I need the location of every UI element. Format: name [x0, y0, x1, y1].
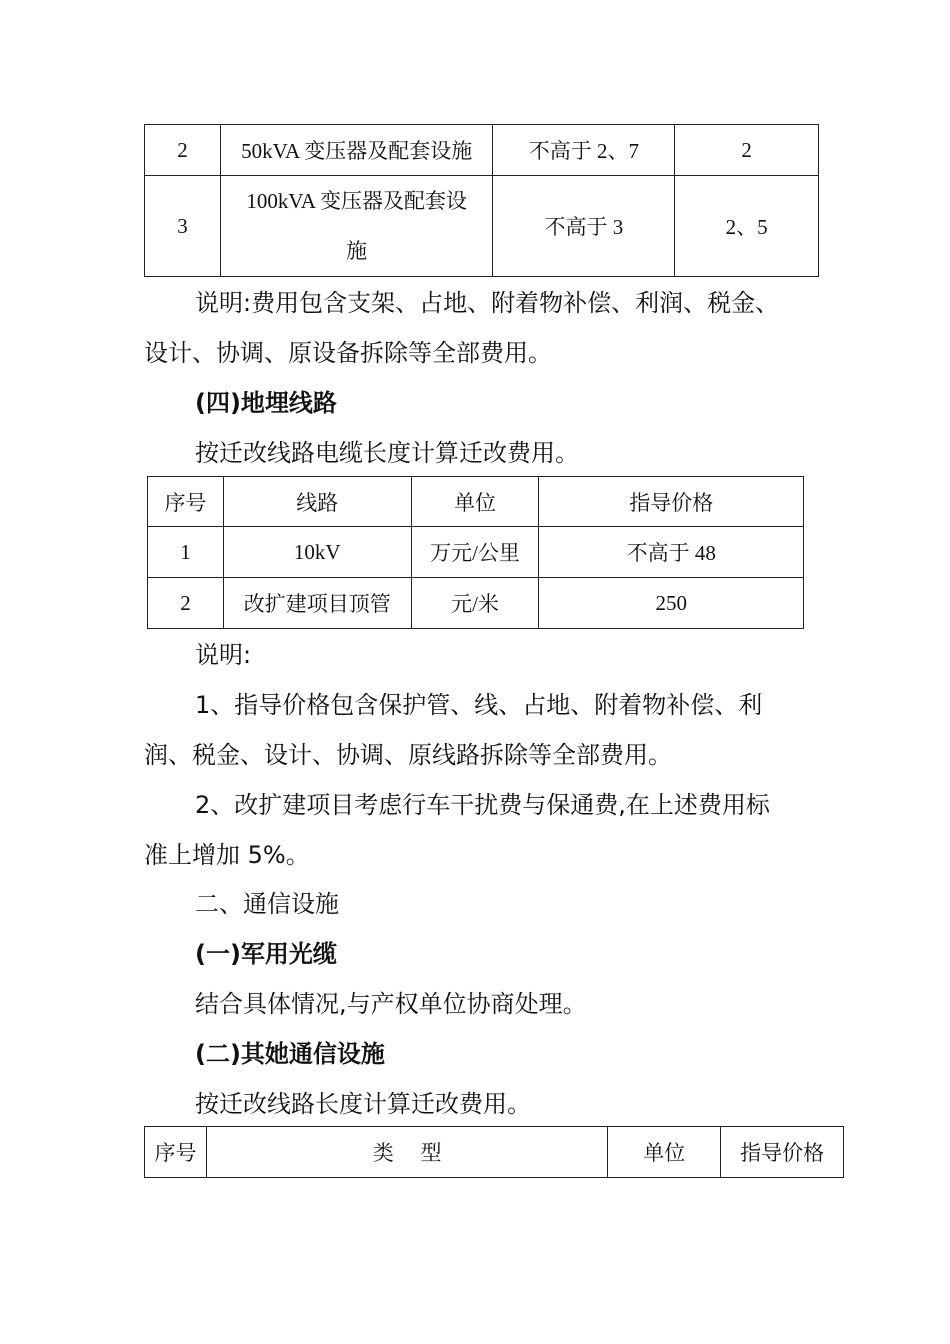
underground-line-price-table: [147, 476, 804, 629]
subsection-heading-other-facilities: (二)其她通信设施: [195, 1040, 385, 1068]
table-cell: 10kV: [223, 527, 411, 578]
table-row: [145, 125, 819, 176]
price-limit: 不高于 2、7: [493, 125, 675, 176]
column-header: 单位: [608, 1127, 721, 1178]
table-cell: 1: [148, 527, 224, 578]
section-heading-underground: (四)地埋线路: [195, 389, 337, 417]
table-cell: 250: [539, 578, 804, 629]
column-header: 类 型: [206, 1127, 607, 1178]
table-header-row: [145, 1127, 844, 1178]
note2-item1-line1: 1、指导价格包含保护管、线、占地、附着物补偿、利: [195, 691, 763, 719]
note2-item1-line2: 润、税金、设计、协调、原线路拆除等全部费用。: [144, 741, 672, 769]
column-header: 指导价格: [539, 477, 804, 527]
column-header: 线路: [223, 477, 411, 527]
transformer-price-table: [144, 124, 819, 277]
subsection-heading-military-cable: (一)军用光缆: [195, 940, 337, 968]
table-cell: 不高于 48: [539, 527, 804, 578]
table-cell: 改扩建项目顶管: [223, 578, 411, 629]
note2-item2-line1: 2、改扩建项目考虑行车干扰费与保通费,在上述费用标: [195, 791, 770, 819]
item-name: 50kVA 变压器及配套设施: [220, 125, 493, 176]
column-header: 指导价格: [721, 1127, 844, 1178]
table-row: [148, 578, 804, 629]
subsection-text-military-cable: 结合具体情况,与产权单位协商处理。: [195, 990, 587, 1018]
communication-price-table: [144, 1126, 844, 1178]
note2-item2-line2: 准上增加 5%。: [144, 841, 310, 869]
note1-line2: 设计、协调、原设备拆除等全部费用。: [144, 339, 552, 367]
table-row: [145, 176, 819, 277]
note1-line1: 说明:费用包含支架、占地、附着物补偿、利润、税金、: [195, 289, 780, 317]
price-limit: 不高于 3: [493, 176, 675, 277]
item-name-line1: 100kVA 变压器及配套设: [246, 189, 468, 213]
table-cell: 万元/公里: [411, 527, 539, 578]
price-value: 2: [675, 125, 819, 176]
row-number: 3: [145, 176, 221, 277]
table-cell: 2: [148, 578, 224, 629]
table-cell: 元/米: [411, 578, 539, 629]
table-header-row: [148, 477, 804, 527]
column-header: 单位: [411, 477, 539, 527]
price-value: 2、5: [675, 176, 819, 277]
note2-label: 说明:: [195, 641, 252, 669]
section-heading-communication: 二、通信设施: [195, 890, 339, 918]
column-header: 序号: [145, 1127, 207, 1178]
column-header: 序号: [148, 477, 224, 527]
table-row: [148, 527, 804, 578]
item-name: [220, 176, 493, 277]
row-number: 2: [145, 125, 221, 176]
item-name-line2: 施: [346, 239, 368, 263]
section-intro-underground: 按迁改线路电缆长度计算迁改费用。: [195, 439, 579, 467]
subsection-text-other-facilities: 按迁改线路长度计算迁改费用。: [195, 1090, 531, 1118]
